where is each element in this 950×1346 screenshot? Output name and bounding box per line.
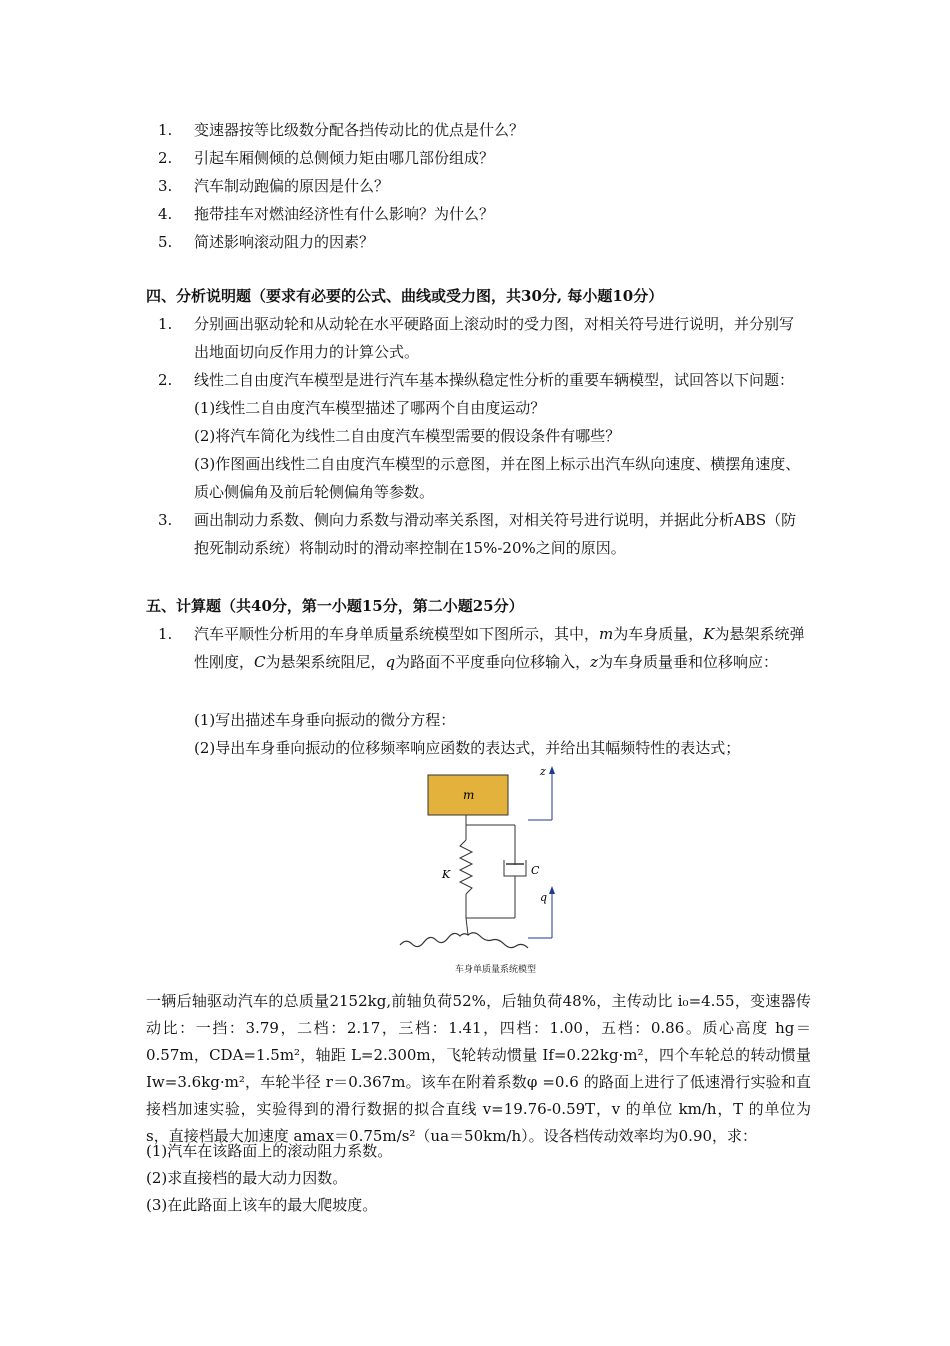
sub-question: (3)作图画出线性二自由度汽车模型的示意图，并在图上标示出汽车纵向速度、横摆角速度、质心侧偏角及前后轮侧偏角等参数。 [194, 455, 801, 501]
list-item: 5. 简述影响滚动阻力的因素？ [158, 233, 375, 251]
sub-question: (2)将汽车简化为线性二自由度汽车模型需要的假设条件有哪些？ [194, 427, 621, 445]
section-heading: 四、分析说明题（要求有必要的公式、曲线或受力图，共30分, 每小题10分） [146, 287, 664, 305]
sub-question: (2)导出车身垂向振动的位移频率响应函数的表达式，并给出其幅频特性的表达式； [194, 739, 741, 757]
spring-label: K [442, 868, 451, 881]
section-heading: 五、计算题（共40分，第一小题15分，第二小题25分） [146, 597, 524, 615]
question-item: 3. 画出制动力系数、侧向力系数与滑动率关系图，对相关符号进行说明，并据此分析ABS（防抱死制动系统）将制动时的滑动率控制在15%-20%之间的原因。 [158, 511, 797, 557]
spring [460, 840, 472, 894]
problem-requirement: (2)求直接档的最大动力因数。 [146, 1169, 348, 1187]
single-mass-model-figure [390, 760, 590, 980]
problem-requirement: (3)在此路面上该车的最大爬坡度。 [146, 1196, 378, 1214]
q-arrow-icon [549, 886, 555, 894]
damper-label: C [531, 864, 540, 877]
list-item: 4. 拖带挂车对燃油经济性有什么影响？为什么？ [158, 205, 495, 223]
list-item: 1. 变速器按等比级数分配各挡传动比的优点是什么？ [158, 121, 525, 139]
z-label: z [540, 765, 546, 778]
question-item: 2. 线性二自由度汽车模型是进行汽车基本操纵稳定性分析的重要车辆模型，试回答以下问题：(1)线性二自由度汽车模型描述了哪两个自由度运动？ [158, 371, 795, 417]
q-label: q [540, 891, 548, 904]
mass-label: m [463, 788, 475, 802]
question-item: 1. 分别画出驱动轮和从动轮在水平硬路面上滚动时的受力图，对相关符号进行说明，并分别写出地面切向反作用力的计算公式。 [158, 315, 795, 361]
list-item: 3. 汽车制动跑偏的原因是什么？ [158, 177, 390, 195]
sub-question: (1)写出描述车身垂向振动的微分方程： [194, 711, 456, 729]
problem-paragraph: 一辆后轴驱动汽车的总质量2152kg,前轴负荷52%，后轴负荷48%，主传动比 i₀=4.55，变速器传动比：一挡：3.79，二档：2.17，三档：1.41，四档：1.00，五档：0.86。质心高度 hg＝0.57m，CDA=1.5m²，轴距 L=2.300m，飞轮转动惯量 If=0.22kg·m²，四个车轮总的转动惯量 Iw=3.6kg·m²，车轮半径 r＝0.367m。该车在附着系数φ =0.6 的路面上进行了低速滑行实验和直接档加速实验，实验得到的滑行数据的拟合直线 v=19.76-0.59T，v 的单位 km/h，T 的单位为 s，直接档最大加速度 amax＝0.75m/s²（ua＝50km/h）。设各档传动效率均为0.90，求： [146, 992, 811, 1145]
figure-caption: 车身单质量系统模型 [455, 965, 537, 975]
question-item: 1. 汽车平顺性分析用的车身单质量系统模型如下图所示，其中，m为车身质量，K为悬架系统弹性刚度，C为悬架系统阻尼，q为路面不平度垂向位移输入，z为车身质量垂和位移响应： [158, 625, 805, 671]
list-item: 2. 引起车厢侧倾的总侧倾力矩由哪几部份组成？ [158, 149, 495, 167]
road-surface [400, 933, 528, 948]
problem-requirement: (1)汽车在该路面上的滚动阻力系数。 [146, 1142, 393, 1160]
z-arrow-icon [549, 766, 555, 774]
